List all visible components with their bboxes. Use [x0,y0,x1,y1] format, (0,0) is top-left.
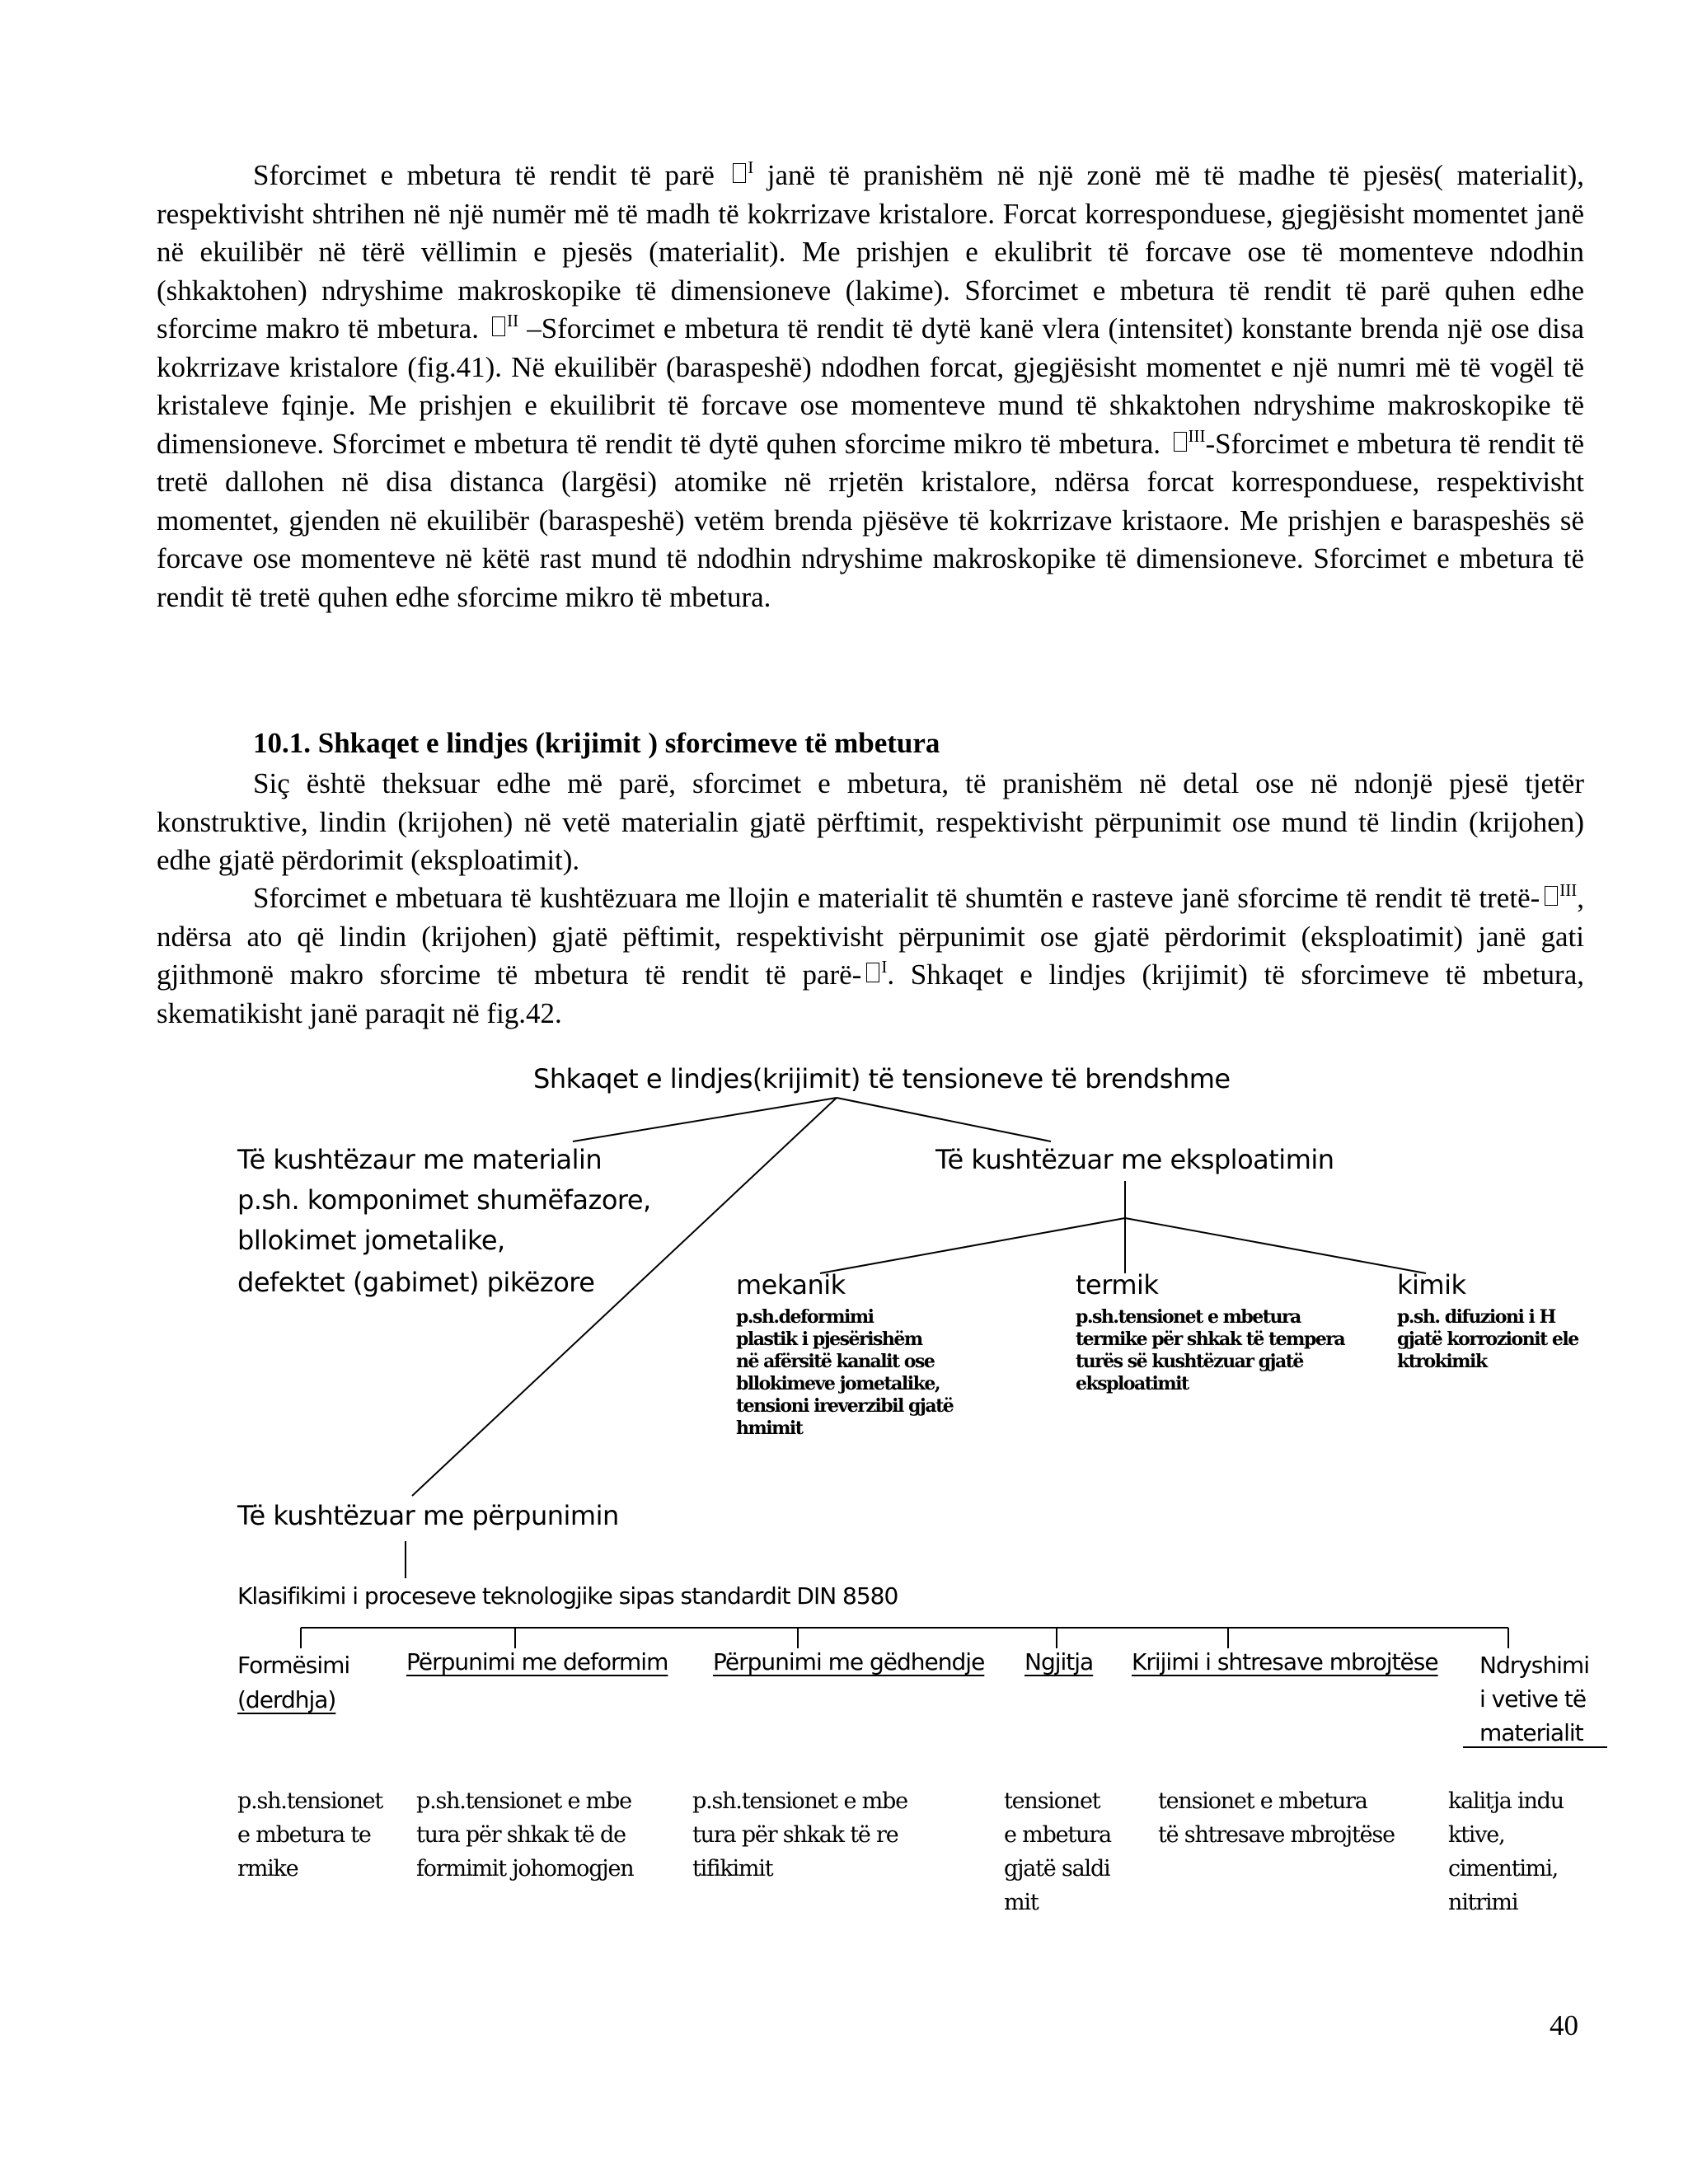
page-number: 40 [1550,2009,1578,2041]
sigma-symbol [1174,432,1187,452]
diagram-title: Shkaqet e lindjes(krijimit) të tensioneve të brendshme [533,1063,1231,1094]
category-formesimi: Formësimi (derdhja) [237,1652,350,1713]
processing-branch-label: Të kushtëzuar me përpunimin [237,1500,619,1531]
category-ndryshimi: Ndryshimi i vetive të materialit [1479,1652,1589,1746]
paragraph-residual-stress-orders: Sforcimet e mbetura të rendit të parë $^I$ janë të pranishëm në një zonë më të madhe të pjesës( materialit), respektivisht shtrihen në një numër më të madh të kokrrizave kristalore. Forcat korresponduese, gjegjësisht momentet janë në ekuilibër në tërë vëllimin e pjesës (materialit). Me prishjen e ekulibrit të forcave ose të momenteve ndodhin (shkaktohen) ndryshime makroskopike të dimensioneve (lakime). Sforcimet e mbetura të rendit të parë quhen edhe sforcime makro të mbetura. $^{II}$ –Sforcimet e mbetura të rendit të dytë kanë vlera (intensitet) konstante brenda një ose disa kokrrizave kristalore (fig.41). Në ekuilibër (baraspeshë) ndodhen forcat, gjegjësisht momentet e një numri më të vogël të kristaleve fqinje. Me prishjen e ekuilibrit të forcave ose momenteve mund të shkaktohen ndryshime makroskopike të dimensioneve. Sforcimet e mbetura të rendit të dytë quhen sforcime mikro të mbetura. $^{III}$-Sforcimet e mbetura të rendit të tretë dallohen në disa distanca (largësi) atomike në rrjetën kristalore, ndërsa forcat korresponduese, respektivisht momentet, gjenden në ekuilibër (baraspeshë) vetëm brenda pjësëve të kokrrizave kristaore. Me prishjen e baraspeshës së forcave ose momenteve në këtë rast mund të ndodhin ndryshime makroskopike të dimensioneve. Sforcimet e mbetura të rendit të tretë quhen edhe sforcime mikro të mbetura. [157,157,1584,613]
sigma-symbol [866,963,879,982]
din-classification-label: Klasifikimi i proceseve teknologjike sipas standardit DIN 8580 [237,1582,898,1610]
sigma-symbol [1545,886,1558,906]
sigma-symbol [733,163,746,183]
termik-note: p.sh.tensionet e mbetura termike për shkak të tempera turës së kushtëzuar gjatë eksploatimit [1076,1306,1345,1394]
sigma-symbol [492,316,505,336]
material-line: bllokimet jometalike, [237,1225,505,1256]
note-gedhendje: p.sh.tensionet e mbe tura për shkak të re tifikimit [692,1788,907,1882]
mekanik-label: mekanik [736,1269,846,1301]
category-deformim: Përpunimi me deformim [406,1648,668,1675]
note-ndryshimi: kalitja indu ktive, cimentimi, nitrimi [1448,1788,1564,1915]
material-line: p.sh. komponimet shumëfazore, [237,1184,651,1216]
kimik-note: p.sh. difuzioni i H gjatë korrozionit ele ktrokimik [1397,1306,1578,1372]
termik-label: termik [1076,1269,1159,1301]
exploitation-branch-label: Të kushtëzuar me eksploatimin [935,1144,1334,1175]
note-deformim: p.sh.tensionet e mbe tura për shkak të de formimit johomogjen [416,1788,634,1882]
kimik-label: kimik [1397,1269,1466,1301]
section-heading: 10.1. Shkaqet e lindjes (krijimit ) sforcimeve të mbetura [253,727,940,759]
category-gedhendje: Përpunimi me gëdhendje [713,1648,985,1675]
category-ngjitja: Ngjitja [1025,1648,1094,1675]
category-shtresa-mbrojtese: Krijimi i shtresave mbrojtëse [1132,1648,1438,1675]
paragraph-classification: Sforcimet e mbetuara të kushtëzuara me llojin e materialit të shumtën e rasteve janë sforcime të rendit të tretë- $^{III}$, ndërsa ato që lindin (krijohen) gjatë pëftimit, respektivisht përpunimit ose gjatë përdorimit (eksploatimit) janë gati gjithmonë makro sforcime të mbetura të rendit të parë- $^I$. Shkaqet e lindjes (krijimit) të sforcimeve të mbetura, skematikisht janë paraqit në fig.42. [157,880,1584,1029]
note-ngjitja: tensionet e mbetura gjatë saldi mit [1004,1788,1111,1915]
material-line: defektet (gabimet) pikëzore [237,1267,595,1298]
material-branch-label: Të kushtëzaur me materialin [237,1144,603,1175]
note-shtresa-mbrojtese: tensionet e mbetura të shtresave mbrojtëse [1158,1788,1395,1848]
mekanik-note: p.sh.deformimi plastik i pjesërishëm në afërsitë kanalit ose bllokimeve jometalike, tensioni ireverzibil gjatë hmimit [736,1306,954,1439]
note-formesimi: p.sh.tensionet e mbetura te rmike [237,1788,383,1882]
paragraph-origin: Siç është theksuar edhe më parë, sforcimet e mbetura, të pranishëm në detal ose në ndonjë pjesë tjetër konstruktive, lindin (krijohen) në vetë materialin gjatë përftimit, respektivisht përpunimit ose mund të lindin (krijohen) edhe gjatë përdorimit (eksploatimit). [157,767,1584,876]
